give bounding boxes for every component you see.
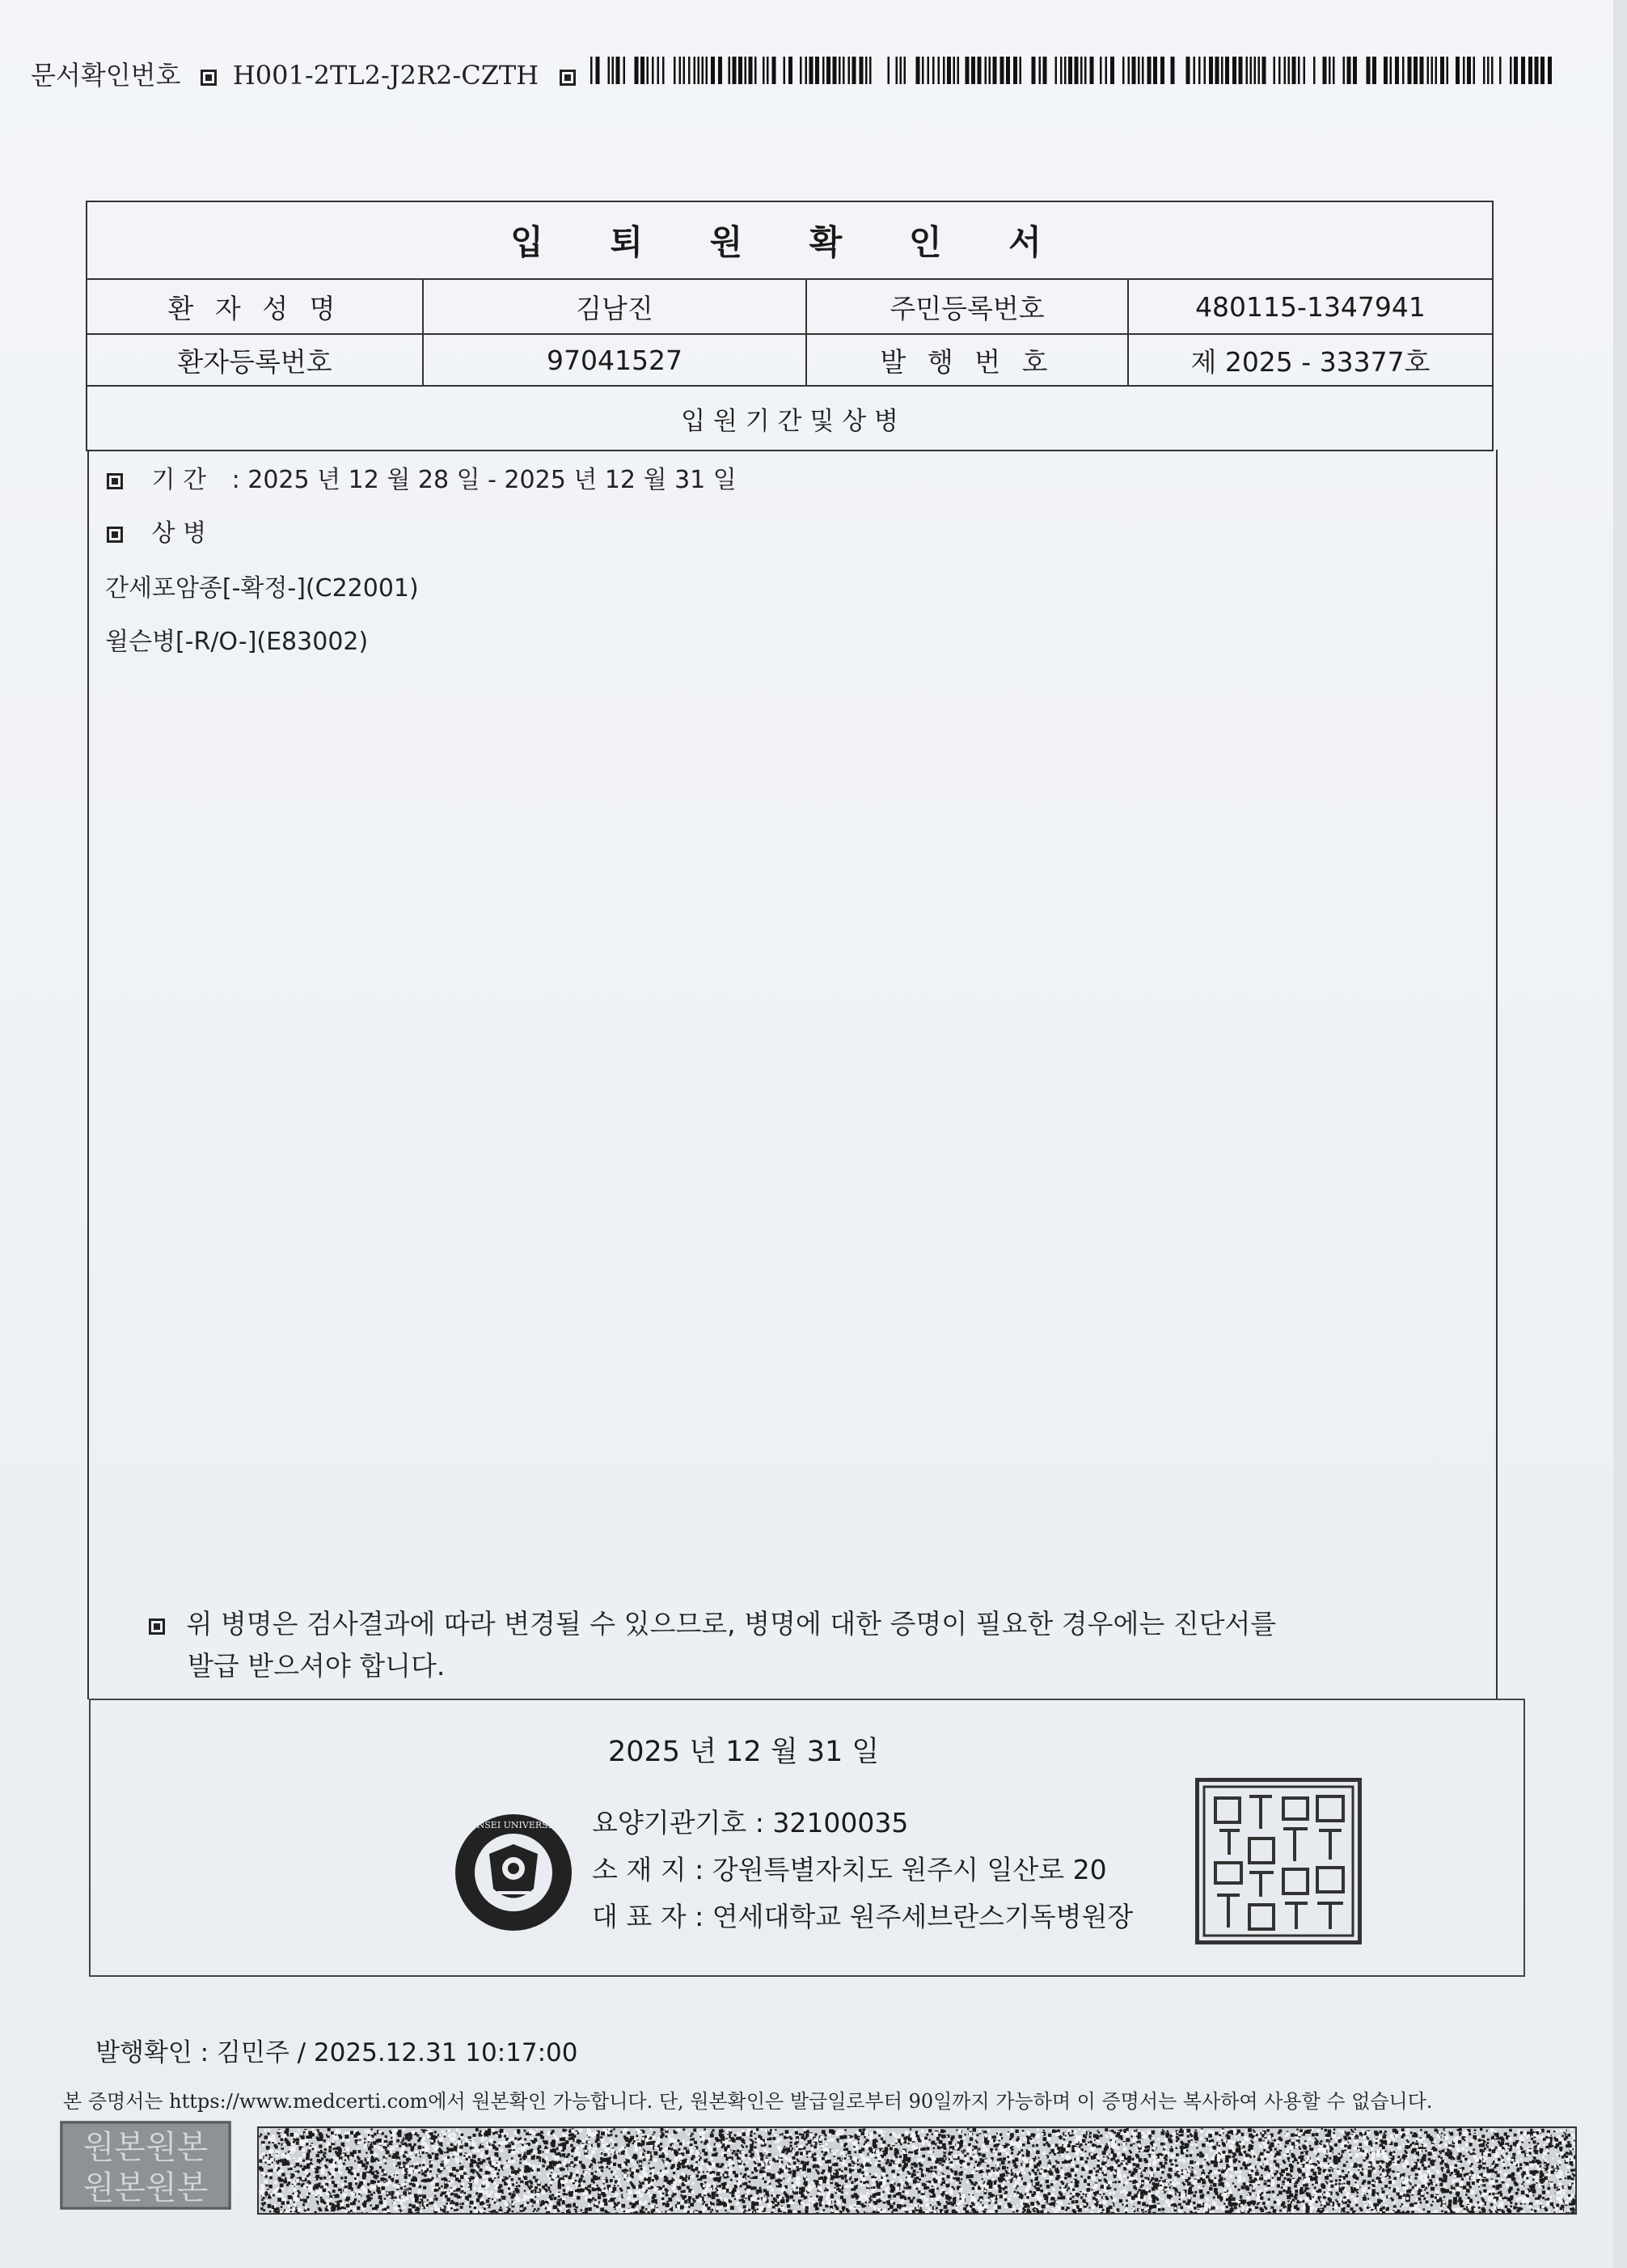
- section-header: 입 원 기 간 및 상 병: [86, 387, 1494, 451]
- document-number-value: H001-2TL2-J2R2-CZTH: [232, 60, 539, 91]
- diagnosis-label: 상 병: [151, 519, 207, 548]
- watermark-line: 원본원본: [82, 2169, 209, 2207]
- patient-name-value: 김남진: [424, 280, 807, 335]
- patient-reg-label: 환자등록번호: [86, 335, 424, 387]
- diagnosis-row: [107, 513, 206, 548]
- square-mark-icon: [107, 527, 123, 543]
- patient-name-label: 환 자 성 명: [86, 280, 424, 335]
- document-number: [31, 55, 576, 92]
- university-seal-icon: [453, 1812, 574, 1933]
- round-seal-text: YONSEI UNIVERSITY: [463, 1820, 564, 1830]
- watermark-line: 원본원본: [82, 2129, 209, 2166]
- issue-number-label: 발 행 번 호: [807, 335, 1129, 387]
- period-value: : 2025 년 12 월 28 일 - 2025 년 12 월 31 일: [231, 466, 737, 494]
- resident-number-value: 480115-1347941: [1129, 280, 1494, 335]
- square-mark-icon: [201, 70, 217, 86]
- disclaimer: 본 증명서는 https://www.medcerti.com에서 원본확인 가능합니다. 단, 원본확인은 발급일로부터 90일까지 가능하며 이 증명서는 복사하여 사용할 수 없습니다.: [63, 2090, 1433, 2113]
- institution-code: 요양기관기호 : 32100035: [592, 1807, 909, 1839]
- document-number-label: 문서확인번호: [31, 60, 181, 91]
- note-text-1: 위 병명은 검사결과에 따라 변경될 수 있으므로, 병명에 대한 증명이 필요한 경우에는 진단서를: [186, 1608, 1277, 1640]
- institution-address: 소 재 지 : 강원특별자치도 원주시 일산로 20: [592, 1854, 1107, 1885]
- barcode-icon: [590, 57, 1553, 84]
- square-mark-icon: [149, 1618, 165, 1635]
- note-line-2: 발급 받으셔야 합니다.: [188, 1650, 446, 1682]
- original-watermark-icon: [60, 2121, 231, 2210]
- period-row: [107, 459, 737, 495]
- square-mark-icon: [560, 70, 576, 86]
- paper-edge: [1613, 0, 1627, 2268]
- form-title: 입 퇴 원 확 인 서: [86, 201, 1494, 280]
- square-mark-icon: [107, 473, 123, 489]
- hospital-seal-icon: [1195, 1778, 1362, 1944]
- verification-pattern-icon: [257, 2126, 1577, 2215]
- patient-reg-value: 97041527: [424, 335, 807, 387]
- issue-date: 2025 년 12 월 31 일: [608, 1736, 880, 1768]
- institution-representative: 대 표 자 : 연세대학교 원주세브란스기독병원장: [592, 1901, 1134, 1932]
- issue-number-value: 제 2025 - 33377호: [1129, 335, 1494, 387]
- issue-confirmation: 발행확인 : 김민주 / 2025.12.31 10:17:00: [95, 2038, 578, 2067]
- diagnosis-item: 윌슨병[-R/O-](E83002): [105, 628, 369, 656]
- resident-number-label: 주민등록번호: [807, 280, 1129, 335]
- note-line-1: [149, 1603, 1276, 1641]
- diagnosis-item: 간세포암종[-확정-](C22001): [105, 574, 419, 603]
- period-label: 기 간: [151, 466, 207, 494]
